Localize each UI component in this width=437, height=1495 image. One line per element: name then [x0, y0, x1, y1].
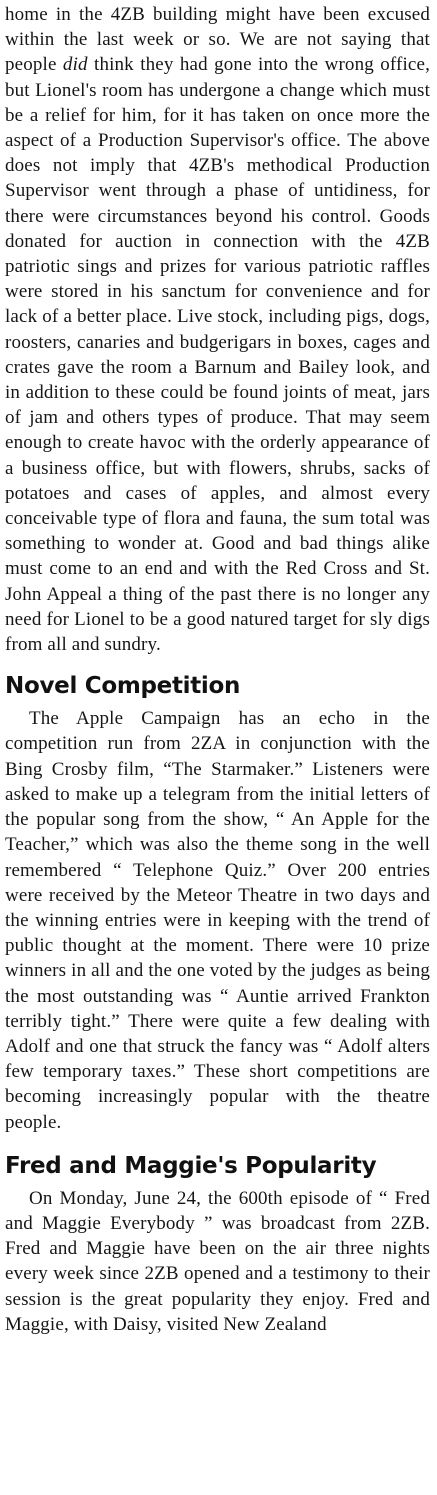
novel-competition-heading: Novel Competition: [5, 673, 241, 700]
fred-maggie-paragraph: On Monday, June 24, the 600th episode of “ Fred and Maggie Everybody ” was broadcast from 2ZB. Fred and Maggie have been on the air three nights every week since 2ZB opened and a testimony to their session is the great popularity they enjoy. Fred and Maggie, with Daisy, visited New Zealand: [5, 1187, 430, 1335]
fred-maggie-heading: Fred and Maggie's Popularity: [5, 1152, 377, 1179]
intro-paragraph: [5, 2, 430, 657]
intro-emphasis: did: [62, 54, 88, 76]
article-page: [5, 0, 430, 1337]
intro-text-start: home in the 4ZB building might have been excused within the last week or so. We are not saying that people: [5, 4, 430, 76]
intro-text-end: think they had gone into the wrong office, but Lionel's room has undergone a change which must be a relief for him, for it has taken on once more the aspect of a Production Supervisor's office. The above does not imply that 4ZB's methodical Production Supervisor went through a phase of untidiness, for there were circumstances beyond his control. Goods donated for auction in connection with the 4ZB patriotic sings and prizes for various patriotic raffles were stored in his sanctum for convenience and for lack of a better place. Live stock, including pigs, dogs, roosters, canaries and budgerigars in boxes, cages and crates gave the room a Barnum and Bailey look, and in addition to these could be found joints of meat, jars of jam and others types of produce. That may seem enough to create havoc with the orderly appearance of a business office, but with flowers, shrubs, sacks of potatoes and cases of apples, and almost every conceivable type of flora and fauna, the sum total was something to wonder at. Good and bad things alike must come to an end and with the Red Cross and St. John Appeal a thing of the past there is no longer any need for Lionel to be a good natured target for sly digs from all and sundry.: [5, 54, 430, 656]
novel-competition-paragraph: The Apple Campaign has an echo in the competition run from 2ZA in conjunction with the Bing Crosby film, “The Starmaker.” Listeners were asked to make up a telegram from the initial letters of the popular song from the show, “ An Apple for the Teacher,” which was also the theme song in the well remembered “ Telephone Quiz.” Over 200 entries were received by the Meteor Theatre in two days and the winning entries were in keeping with the trend of public thought at the moment. There were 10 prize winners in all and the one voted by the judges as being the most outstanding was “ Auntie arrived Frankton terribly tight.” There were quite a few dealing with Adolf and one that struck the fancy was “ Adolf alters few temporary taxes.” These short competitions are becoming increasingly popular with the theatre people.: [5, 708, 430, 1133]
